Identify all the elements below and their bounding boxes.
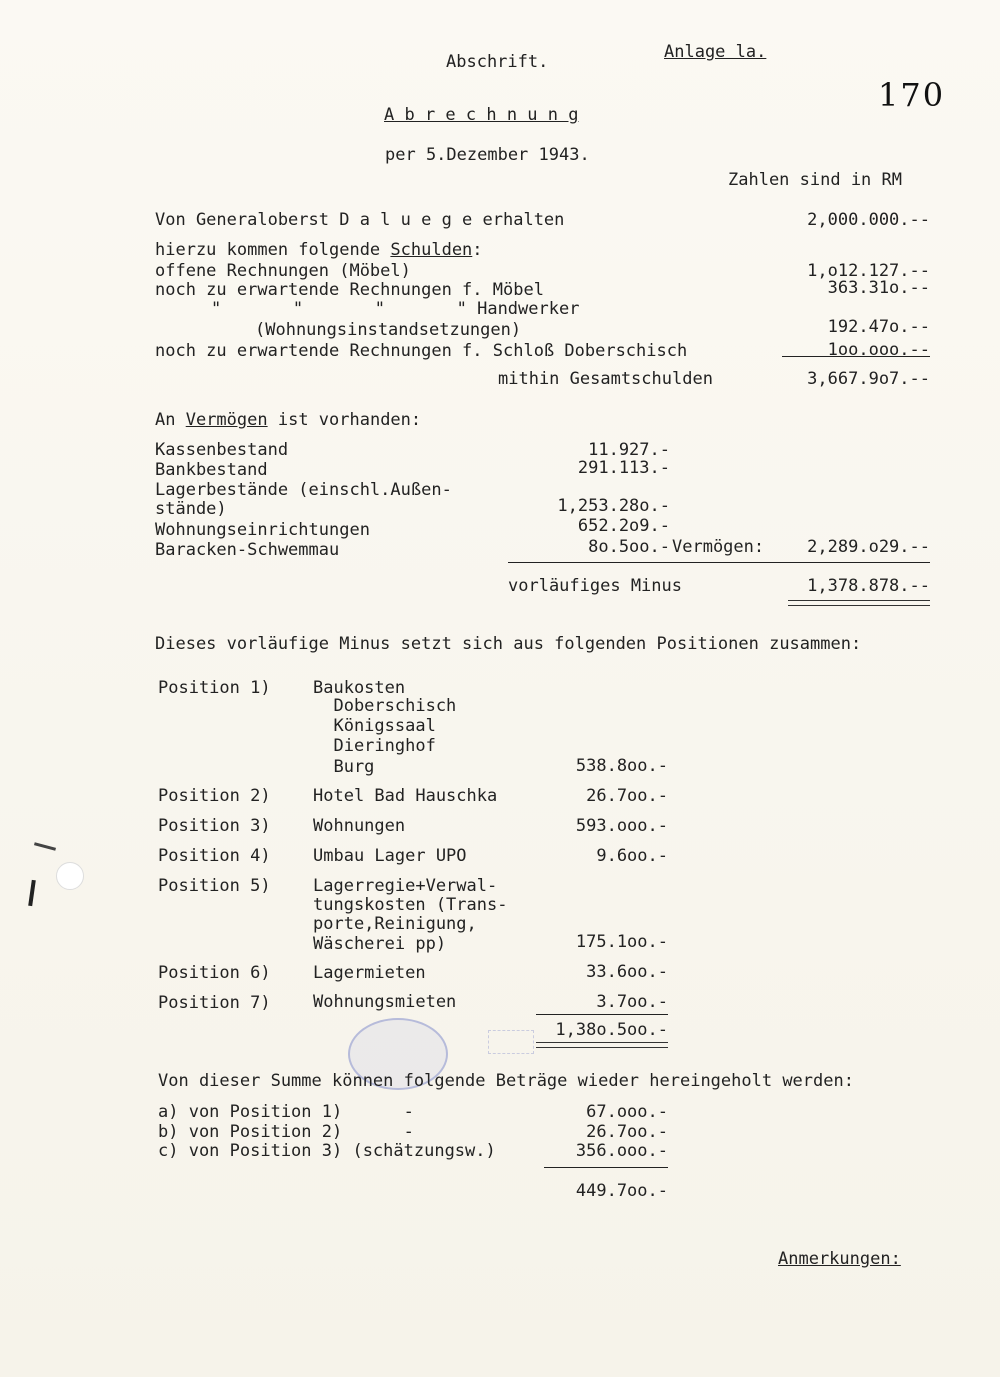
assets-intro-pre: An — [155, 410, 186, 430]
debt-item-value: 1,o12.127.-- — [807, 261, 930, 281]
position-value: 538.8oo.- — [575, 756, 668, 776]
position-label: Position 6) — [158, 963, 271, 983]
position-text: Wäscherei pp) — [313, 934, 447, 954]
debt-item-label: offene Rechnungen (Möbel) — [155, 261, 411, 281]
recoverable-value: 356.ooo.- — [575, 1141, 668, 1161]
minus-label: vorläufiges Minus — [508, 576, 682, 596]
position-label: Position 5) — [158, 876, 271, 896]
recoverable-sum: 449.7oo.- — [575, 1181, 668, 1201]
debts-intro-post: : — [472, 240, 483, 260]
position-value: 3.7oo.- — [596, 992, 668, 1012]
position-label: Position 4) — [158, 846, 271, 866]
position-value: 593.ooo.- — [575, 816, 668, 836]
position-label: Position 1) — [158, 678, 271, 698]
recoverable-label: a) von Position 1) - — [158, 1102, 414, 1122]
position-text: porte,Reinigung, — [313, 914, 477, 934]
debt-item-label: noch zu erwartende Rechnungen f. Schloß Doberschisch — [155, 341, 688, 361]
recoverable-label: c) von Position 3) (schätzungsw.) — [158, 1141, 496, 1161]
debts-intro-word: Schulden — [390, 240, 473, 260]
position-label: Position 7) — [158, 993, 271, 1013]
position-label: Position 2) — [158, 786, 271, 806]
assets-intro-post: ist vorhanden: — [267, 410, 422, 430]
debt-item-label: " " " " Handwerker — [211, 299, 580, 319]
position-text: Wohnungen — [313, 816, 406, 836]
debt-item-label: (Wohnungsinstandsetzungen) — [255, 320, 522, 340]
document-date: per 5.Dezember 1943. — [385, 145, 590, 165]
double-underline — [788, 600, 930, 606]
asset-item-value: 291.113.- — [577, 458, 670, 478]
debt-item-value: 1oo.ooo.-- — [827, 340, 930, 360]
asset-item-value: 1,253.28o.- — [557, 496, 670, 516]
position-text: Dieringhof — [313, 736, 436, 756]
assets-total-label: Vermögen: — [672, 537, 765, 557]
sum-line — [508, 562, 930, 563]
position-text: Umbau Lager UPO — [313, 846, 467, 866]
received-label: Von Generaloberst D a l u e g e erhalten — [155, 210, 565, 230]
position-text: Hotel Bad Hauschka — [313, 786, 498, 806]
debts-total-label: mithin Gesamtschulden — [498, 369, 713, 389]
annex-label: Anlage la. — [664, 42, 767, 62]
debts-intro-pre: hierzu kommen folgende — [155, 240, 391, 260]
position-text: Wohnungsmieten — [313, 992, 457, 1012]
debts-intro — [155, 240, 483, 260]
debt-item-value: 363.31o.-- — [827, 278, 930, 298]
asset-item-value: 652.2o9.- — [577, 516, 670, 536]
document-title: A b r e c h n u n g — [384, 105, 579, 125]
currency-note: Zahlen sind in RM — [728, 170, 902, 190]
recoverable-intro: Von dieser Summe können folgende Beträge wieder hereingeholt werden: — [158, 1071, 854, 1091]
assets-intro — [155, 410, 421, 430]
position-text: Burg — [313, 757, 375, 777]
debt-item-label: noch zu erwartende Rechnungen f. Möbel — [155, 280, 544, 300]
position-value: 9.6oo.- — [596, 846, 668, 866]
position-text: Doberschisch — [313, 696, 457, 716]
sum-line — [536, 1014, 668, 1015]
position-text: Lagerregie+Verwal- — [313, 876, 498, 896]
asset-item-label: Bankbestand — [155, 460, 268, 480]
double-underline — [536, 1042, 668, 1048]
recoverable-value: 67.ooo.- — [586, 1102, 668, 1122]
positions-intro: Dieses vorläufige Minus setzt sich aus folgenden Positionen zusammen: — [155, 634, 862, 654]
asset-item-label: Lagerbestände (einschl.Außen- — [155, 480, 452, 500]
page-number: 170 — [878, 76, 946, 114]
position-value: 33.6oo.- — [586, 962, 668, 982]
punch-hole — [56, 862, 84, 890]
asset-item-value: 8o.5oo.- — [588, 537, 670, 557]
position-text: tungskosten (Trans- — [313, 895, 508, 915]
positions-sum: 1,38o.5oo.- — [555, 1020, 668, 1040]
sum-line — [544, 1167, 668, 1168]
position-text: Baukosten — [313, 678, 406, 698]
asset-item-label: Kassenbestand — [155, 440, 289, 460]
recoverable-value: 26.7oo.- — [586, 1122, 668, 1142]
position-value: 175.1oo.- — [575, 932, 668, 952]
debts-total-value: 3,667.9o7.-- — [807, 369, 930, 389]
asset-item-value: 11.927.- — [588, 440, 670, 460]
copy-label: Abschrift. — [446, 52, 549, 72]
debt-item-value: 192.47o.-- — [827, 317, 930, 337]
remarks-heading: Anmerkungen: — [778, 1249, 901, 1269]
minus-value: 1,378.878.-- — [807, 576, 930, 596]
asset-item-label: Baracken-Schwemmau — [155, 540, 340, 560]
assets-total-value: 2,289.o29.-- — [807, 537, 930, 557]
recoverable-label: b) von Position 2) - — [158, 1122, 414, 1142]
asset-item-label: Wohnungseinrichtungen — [155, 520, 370, 540]
sum-line — [782, 356, 930, 357]
position-label: Position 3) — [158, 816, 271, 836]
assets-intro-word: Vermögen — [185, 410, 268, 430]
position-value: 26.7oo.- — [586, 786, 668, 806]
position-text: Königssaal — [313, 716, 436, 736]
asset-item-label: stände) — [155, 499, 227, 519]
position-text: Lagermieten — [313, 963, 426, 983]
received-value: 2,000.000.-- — [807, 210, 930, 230]
